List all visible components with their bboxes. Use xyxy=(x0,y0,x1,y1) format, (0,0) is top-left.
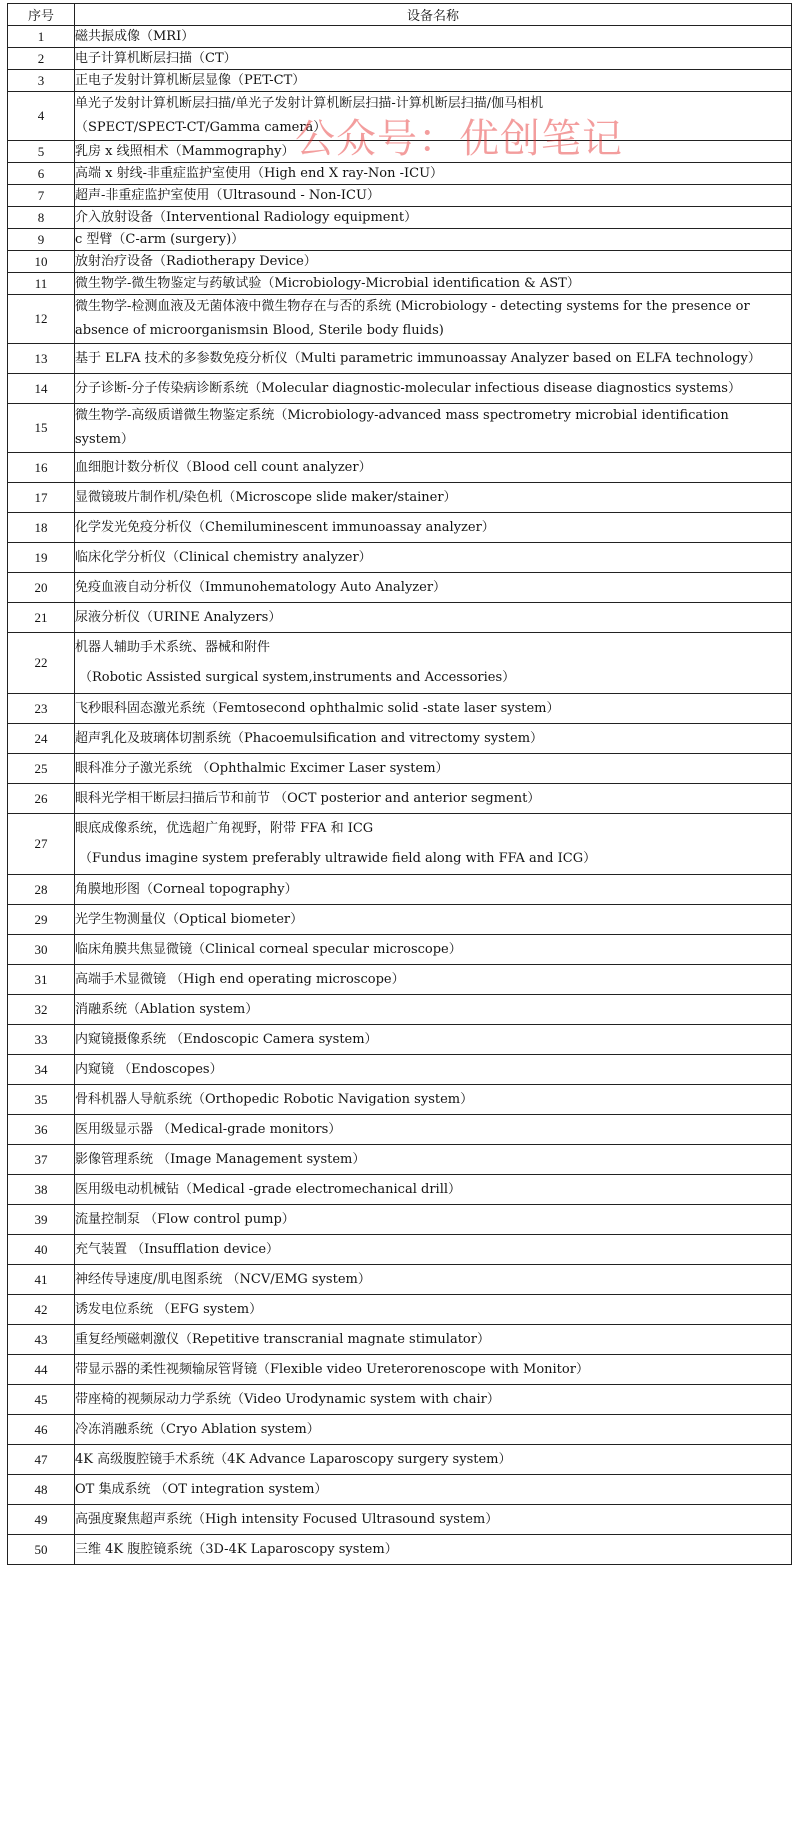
table-row xyxy=(8,1295,792,1325)
table-row xyxy=(8,1175,792,1205)
equipment-name-cell: 高端 x 射线-非重症监护室使用（High end X ray-Non -ICU） xyxy=(75,163,792,185)
row-number: 38 xyxy=(8,1175,75,1205)
header-equipment-name: 设备名称 xyxy=(75,4,792,26)
table-row xyxy=(8,1085,792,1115)
row-number: 11 xyxy=(8,273,75,295)
equipment-name-cell: 医用级电动机械钻（Medical -grade electromechanical drill） xyxy=(75,1175,792,1205)
row-number: 12 xyxy=(8,295,75,344)
equipment-name-cell: 血细胞计数分析仪（Blood cell count analyzer） xyxy=(75,453,792,483)
equipment-name-cell: OT 集成系统 （OT integration system） xyxy=(75,1475,792,1505)
row-number: 39 xyxy=(8,1205,75,1235)
table-row xyxy=(8,483,792,513)
row-number: 19 xyxy=(8,543,75,573)
table-row xyxy=(8,875,792,905)
row-number: 37 xyxy=(8,1145,75,1175)
table-row xyxy=(8,1475,792,1505)
equipment-name-cell: 尿液分析仪（URINE Analyzers） xyxy=(75,603,792,633)
table-row xyxy=(8,374,792,404)
equipment-name-cell: 流量控制泵 （Flow control pump） xyxy=(75,1205,792,1235)
table-row xyxy=(8,92,792,141)
row-number: 14 xyxy=(8,374,75,404)
equipment-name-cell: 冷冻消融系统（Cryo Ablation system） xyxy=(75,1415,792,1445)
equipment-name-cell: 内窥镜摄像系统 （Endoscopic Camera system） xyxy=(75,1025,792,1055)
table-row xyxy=(8,1115,792,1145)
table-row xyxy=(8,543,792,573)
equipment-name-cell: 介入放射设备（Interventional Radiology equipment） xyxy=(75,207,792,229)
row-number: 7 xyxy=(8,185,75,207)
document-page xyxy=(7,3,791,1565)
row-number: 10 xyxy=(8,251,75,273)
row-number: 4 xyxy=(8,92,75,141)
table-row xyxy=(8,1205,792,1235)
row-number: 18 xyxy=(8,513,75,543)
equipment-name-cell xyxy=(75,92,792,141)
table-body xyxy=(8,26,792,1565)
row-number: 27 xyxy=(8,814,75,875)
row-number: 28 xyxy=(8,875,75,905)
row-number: 22 xyxy=(8,633,75,694)
table-row xyxy=(8,633,792,694)
equipment-name-cell: 眼科准分子激光系统 （Ophthalmic Excimer Laser system） xyxy=(75,754,792,784)
row-number: 35 xyxy=(8,1085,75,1115)
equipment-name-line: 微生物学-检测血液及无菌体液中微生物存在与否的系统 (Microbiology - detecting systems for the presence or xyxy=(75,299,750,314)
header-number: 序号 xyxy=(8,4,75,26)
equipment-name-cell: 临床角膜共焦显微镜（Clinical corneal specular microscope） xyxy=(75,935,792,965)
equipment-name-cell: 诱发电位系统 （EFG system） xyxy=(75,1295,792,1325)
row-number: 2 xyxy=(8,48,75,70)
row-number: 6 xyxy=(8,163,75,185)
equipment-name-line: （Fundus imagine system preferably ultrawide field along with FFA and ICG） xyxy=(79,851,597,866)
table-row xyxy=(8,207,792,229)
table-row xyxy=(8,1025,792,1055)
equipment-name-cell: 高端手术显微镜 （High end operating microscope） xyxy=(75,965,792,995)
equipment-name-cell: 三维 4K 腹腔镜系统（3D-4K Laparoscopy system） xyxy=(75,1535,792,1565)
row-number: 44 xyxy=(8,1355,75,1385)
table-row xyxy=(8,513,792,543)
equipment-name-cell: 飞秒眼科固态激光系统（Femtosecond ophthalmic solid -state laser system） xyxy=(75,694,792,724)
equipment-name-cell: 正电子发射计算机断层显像（PET-CT） xyxy=(75,70,792,92)
row-number: 13 xyxy=(8,344,75,374)
equipment-name-cell: 骨科机器人导航系统（Orthopedic Robotic Navigation system） xyxy=(75,1085,792,1115)
table-row xyxy=(8,48,792,70)
row-number: 20 xyxy=(8,573,75,603)
equipment-name-cell: 带座椅的视频尿动力学系统（Video Urodynamic system with chair） xyxy=(75,1385,792,1415)
row-number: 36 xyxy=(8,1115,75,1145)
row-number: 9 xyxy=(8,229,75,251)
equipment-name-line: 眼底成像系统，优选超广角视野，附带 FFA 和 ICG xyxy=(75,821,374,836)
table-header-row xyxy=(8,4,792,26)
equipment-name-line: （SPECT/SPECT-CT/Gamma camera） xyxy=(75,120,327,135)
table-row xyxy=(8,965,792,995)
equipment-name-cell: 超声-非重症监护室使用（Ultrasound - Non-ICU） xyxy=(75,185,792,207)
table-row xyxy=(8,935,792,965)
row-number: 15 xyxy=(8,404,75,453)
equipment-name-cell: 带显示器的柔性视频输尿管肾镜（Flexible video Ureterorenoscope with Monitor） xyxy=(75,1355,792,1385)
equipment-name-line: 微生物学-高级质谱微生物鉴定系统（Microbiology-advanced mass spectrometry microbial identification xyxy=(75,408,729,423)
row-number: 43 xyxy=(8,1325,75,1355)
table-row xyxy=(8,163,792,185)
table-row xyxy=(8,1505,792,1535)
row-number: 24 xyxy=(8,724,75,754)
row-number: 49 xyxy=(8,1505,75,1535)
equipment-table xyxy=(7,3,792,1565)
row-number: 21 xyxy=(8,603,75,633)
equipment-name-line: 单光子发射计算机断层扫描/单光子发射计算机断层扫描-计算机断层扫描/伽马相机 xyxy=(75,96,544,111)
table-row xyxy=(8,724,792,754)
table-row xyxy=(8,1415,792,1445)
row-number: 41 xyxy=(8,1265,75,1295)
equipment-name-cell: 磁共振成像（MRI） xyxy=(75,26,792,48)
table-row xyxy=(8,1055,792,1085)
row-number: 16 xyxy=(8,453,75,483)
row-number: 31 xyxy=(8,965,75,995)
equipment-name-cell: c 型臂（C-arm (surgery)） xyxy=(75,229,792,251)
row-number: 48 xyxy=(8,1475,75,1505)
table-row xyxy=(8,573,792,603)
equipment-name-cell xyxy=(75,295,792,344)
equipment-name-line: system） xyxy=(75,432,134,447)
equipment-name-cell: 乳房 x 线照相术（Mammography） xyxy=(75,141,792,163)
equipment-name-cell: 显微镜玻片制作机/染色机（Microscope slide maker/stainer） xyxy=(75,483,792,513)
row-number: 33 xyxy=(8,1025,75,1055)
equipment-name-cell: 影像管理系统 （Image Management system） xyxy=(75,1145,792,1175)
equipment-name-cell: 免疫血液自动分析仪（Immunohematology Auto Analyzer） xyxy=(75,573,792,603)
row-number: 23 xyxy=(8,694,75,724)
row-number: 3 xyxy=(8,70,75,92)
table-row xyxy=(8,1445,792,1475)
row-number: 47 xyxy=(8,1445,75,1475)
row-number: 8 xyxy=(8,207,75,229)
row-number: 29 xyxy=(8,905,75,935)
row-number: 42 xyxy=(8,1295,75,1325)
table-row xyxy=(8,229,792,251)
equipment-name-line: absence of microorganismsin Blood, Sterile body fluids) xyxy=(75,323,444,338)
row-number: 46 xyxy=(8,1415,75,1445)
row-number: 45 xyxy=(8,1385,75,1415)
equipment-name-cell: 电子计算机断层扫描（CT） xyxy=(75,48,792,70)
equipment-name-cell: 微生物学-微生物鉴定与药敏试验（Microbiology-Microbial identification & AST） xyxy=(75,273,792,295)
table-row xyxy=(8,995,792,1025)
equipment-name-cell: 医用级显示器 （Medical-grade monitors） xyxy=(75,1115,792,1145)
equipment-name-cell: 分子诊断-分子传染病诊断系统（Molecular diagnostic-molecular infectious disease diagnostics systems） xyxy=(75,374,792,404)
equipment-name-cell: 重复经颅磁刺激仪（Repetitive transcranial magnate stimulator） xyxy=(75,1325,792,1355)
equipment-name-cell xyxy=(75,633,792,694)
table-row xyxy=(8,26,792,48)
equipment-name-cell xyxy=(75,404,792,453)
row-number: 5 xyxy=(8,141,75,163)
table-row xyxy=(8,1145,792,1175)
table-row xyxy=(8,453,792,483)
equipment-name-cell: 临床化学分析仪（Clinical chemistry analyzer） xyxy=(75,543,792,573)
table-row xyxy=(8,1265,792,1295)
table-row xyxy=(8,784,792,814)
table-row xyxy=(8,1385,792,1415)
equipment-name-cell: 眼科光学相干断层扫描后节和前节 （OCT posterior and anterior segment） xyxy=(75,784,792,814)
table-row xyxy=(8,905,792,935)
table-row xyxy=(8,1355,792,1385)
equipment-name-cell: 化学发光免疫分析仪（Chemiluminescent immunoassay analyzer） xyxy=(75,513,792,543)
equipment-name-line: 机器人辅助手术系统、器械和附件 xyxy=(75,640,271,655)
row-number: 1 xyxy=(8,26,75,48)
table-row xyxy=(8,404,792,453)
equipment-name-cell: 超声乳化及玻璃体切割系统（Phacoemulsification and vitrectomy system） xyxy=(75,724,792,754)
table-row xyxy=(8,185,792,207)
row-number: 32 xyxy=(8,995,75,1025)
equipment-name-cell: 消融系统（Ablation system） xyxy=(75,995,792,1025)
row-number: 30 xyxy=(8,935,75,965)
row-number: 40 xyxy=(8,1235,75,1265)
equipment-name-cell: 内窥镜 （Endoscopes） xyxy=(75,1055,792,1085)
equipment-name-cell: 光学生物测量仪（Optical biometer） xyxy=(75,905,792,935)
table-row xyxy=(8,344,792,374)
equipment-name-cell: 基于 ELFA 技术的多参数免疫分析仪（Multi parametric immunoassay Analyzer based on ELFA technology） xyxy=(75,344,792,374)
equipment-name-cell: 放射治疗设备（Radiotherapy Device） xyxy=(75,251,792,273)
row-number: 17 xyxy=(8,483,75,513)
table-row xyxy=(8,141,792,163)
equipment-name-cell: 高强度聚焦超声系统（High intensity Focused Ultrasound system） xyxy=(75,1505,792,1535)
table-row xyxy=(8,251,792,273)
row-number: 50 xyxy=(8,1535,75,1565)
table-row xyxy=(8,1235,792,1265)
row-number: 25 xyxy=(8,754,75,784)
equipment-name-cell: 4K 高级腹腔镜手术系统（4K Advance Laparoscopy surgery system） xyxy=(75,1445,792,1475)
table-row xyxy=(8,694,792,724)
equipment-name-line: （Robotic Assisted surgical system,instruments and Accessories） xyxy=(79,670,516,685)
table-row xyxy=(8,1325,792,1355)
row-number: 26 xyxy=(8,784,75,814)
row-number: 34 xyxy=(8,1055,75,1085)
equipment-name-cell xyxy=(75,814,792,875)
table-row xyxy=(8,70,792,92)
table-row xyxy=(8,814,792,875)
equipment-name-cell: 角膜地形图（Corneal topography） xyxy=(75,875,792,905)
table-row xyxy=(8,754,792,784)
table-row xyxy=(8,295,792,344)
table-row xyxy=(8,1535,792,1565)
equipment-name-cell: 充气装置 （Insufflation device） xyxy=(75,1235,792,1265)
watermark: 公众号：优创笔记 xyxy=(295,116,623,162)
table-row xyxy=(8,273,792,295)
equipment-name-cell: 神经传导速度/肌电图系统 （NCV/EMG system） xyxy=(75,1265,792,1295)
table-row xyxy=(8,603,792,633)
